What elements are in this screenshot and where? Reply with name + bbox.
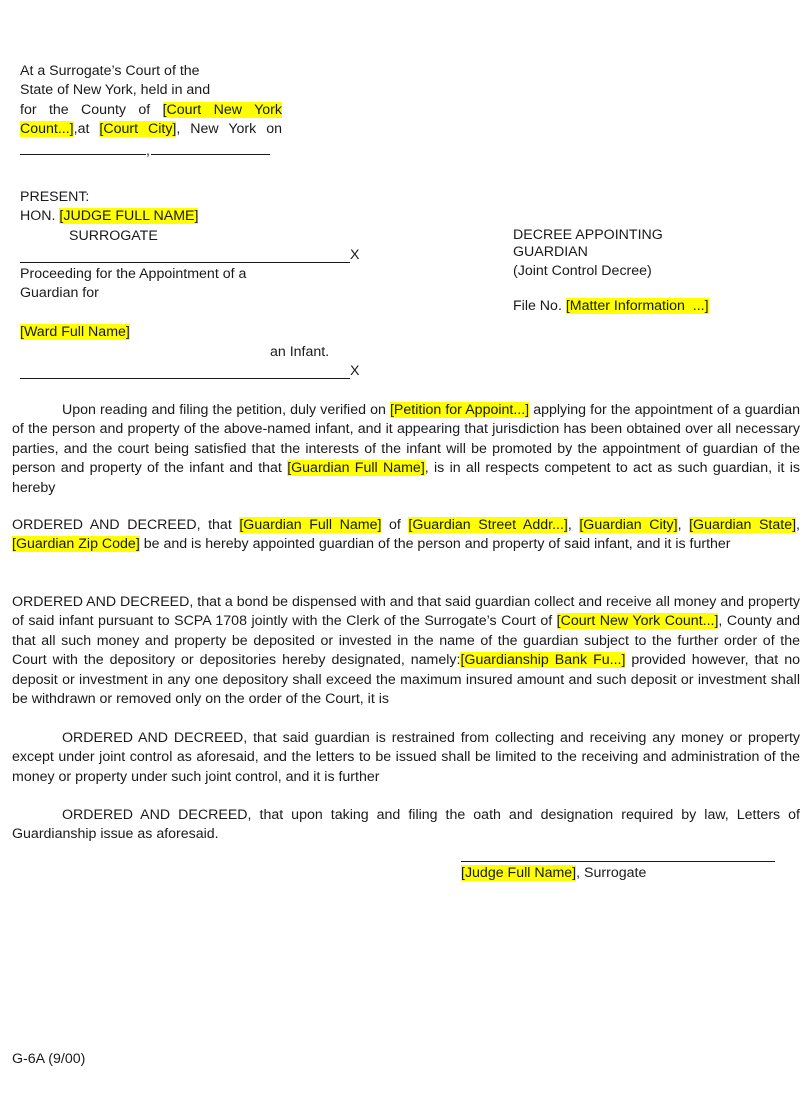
court-county-field[interactable]: [Court New York Count...] (556, 613, 719, 630)
caption-line: At a Surrogate’s Court of the (20, 63, 200, 79)
paragraph-bond: ORDERED AND DECREED, that a bond be dispensed with and that said guardian collect and receive all money and property of said infant pursuant to SCPA 1708 jointly with the Clerk of the Surrogate’s Court of [Court New York Count...], County and that all such money and property be deposited or invested in the name of the guardian subject to the further order of the Court with the depository or depositories hereby designated, namely:[Guardianship Bank Fu...] provided however, that no deposit or investment in any one depository shall exceed the maximum insured amount and such deposit or investment shall be withdrawn or removed only on the order of the Court, it is (12, 594, 800, 708)
signature-block: [Judge Full Name], Surrogate (461, 865, 647, 881)
petition-date-field[interactable]: [Petition for Appoint...] (389, 402, 530, 418)
decree-title-line: GUARDIAN (513, 244, 588, 261)
caption-rule-bottom (20, 378, 350, 379)
x-mark-top: X (350, 247, 360, 263)
signature-line[interactable] (461, 861, 775, 862)
decree-title (513, 226, 663, 281)
proceeding-line: Proceeding for the Appointment of a (20, 266, 247, 282)
ward-name-field[interactable]: [Ward Full Name] (20, 324, 130, 340)
x-mark-bottom: X (350, 363, 360, 379)
proceeding-line: Guardian for (20, 285, 99, 301)
caption-county-line: for the County of [Court New York Count...],at [Court City], New York on (20, 101, 283, 138)
date-line-right[interactable] (151, 154, 270, 155)
paragraph-letters: ORDERED AND DECREED, that upon taking and filing the oath and designation required by law, Letters of Guardianship issue as aforesaid. (12, 807, 800, 843)
date-comma: , (146, 143, 150, 159)
paragraph-appointment: ORDERED AND DECREED, that [Guardian Full Name] of [Guardian Street Addr...], [Guardian City], [Guardian State], [Guardian Zip Code] be and is hereby appointed guardian of the person and property of said infant, and it is further (12, 517, 800, 553)
paragraph-recital: Upon reading and filing the petition, duly verified on [Petition for Appoint...] applying for the appointment of a guardian of the person and property of the above-named infant, and it appearing that jurisdiction has been obtained over all necessary parties, and the court being satisfied that the interests of the infant will be promoted by the appointment of guardian of the person and property of the infant and that [Guardian Full Name], is in all respects competent to act as such guardian, it is hereby (12, 402, 800, 496)
guardian-city-field[interactable]: [Guardian City] (579, 517, 678, 533)
guardian-name-field[interactable]: [Guardian Full Name] (239, 517, 382, 533)
signing-judge-field[interactable]: [Judge Full Name] (461, 865, 577, 881)
caption-line: State of New York, held in and (20, 82, 211, 99)
guardian-name-field[interactable]: [Guardian Full Name] (287, 460, 425, 477)
date-line-left[interactable] (20, 154, 146, 155)
court-caption (20, 62, 282, 140)
decree-title-line: DECREE APPOINTING (513, 227, 663, 243)
judge-name-field[interactable]: [JUDGE FULL NAME] (59, 208, 199, 224)
ward-name-line (20, 323, 130, 342)
surrogate-title: SURROGATE (69, 228, 158, 244)
caption-rule-top (20, 262, 350, 263)
court-county-field[interactable]: [Court New York Count...] (20, 101, 283, 138)
decree-subtitle: (Joint Control Decree) (513, 262, 652, 279)
an-infant-label: an Infant. (270, 344, 330, 360)
paragraph-restraint: ORDERED AND DECREED, that said guardian is restrained from collecting and receiving any money or property except under joint control as aforesaid, and the letters to be issued shall be limited to the receiving and administration of the money or property under such joint control, and it is further (12, 730, 800, 785)
form-code: G-6A (9/00) (12, 1051, 86, 1067)
guardian-state-field[interactable]: [Guardian State] (689, 517, 797, 533)
guardian-street-field[interactable]: [Guardian Street Addr...] (408, 517, 568, 533)
guardianship-bank-field[interactable]: [Guardianship Bank Fu...] (460, 652, 626, 669)
present-judge-line: HON. [JUDGE FULL NAME] (20, 208, 199, 224)
guardian-zip-field[interactable]: [Guardian Zip Code] (12, 536, 140, 553)
present-label: PRESENT: (20, 189, 90, 205)
court-city-field[interactable]: [Court City] (99, 121, 177, 138)
file-number-line: File No. [Matter Information ...] (513, 298, 709, 314)
matter-info-field[interactable]: [Matter Information ...] (565, 298, 709, 314)
